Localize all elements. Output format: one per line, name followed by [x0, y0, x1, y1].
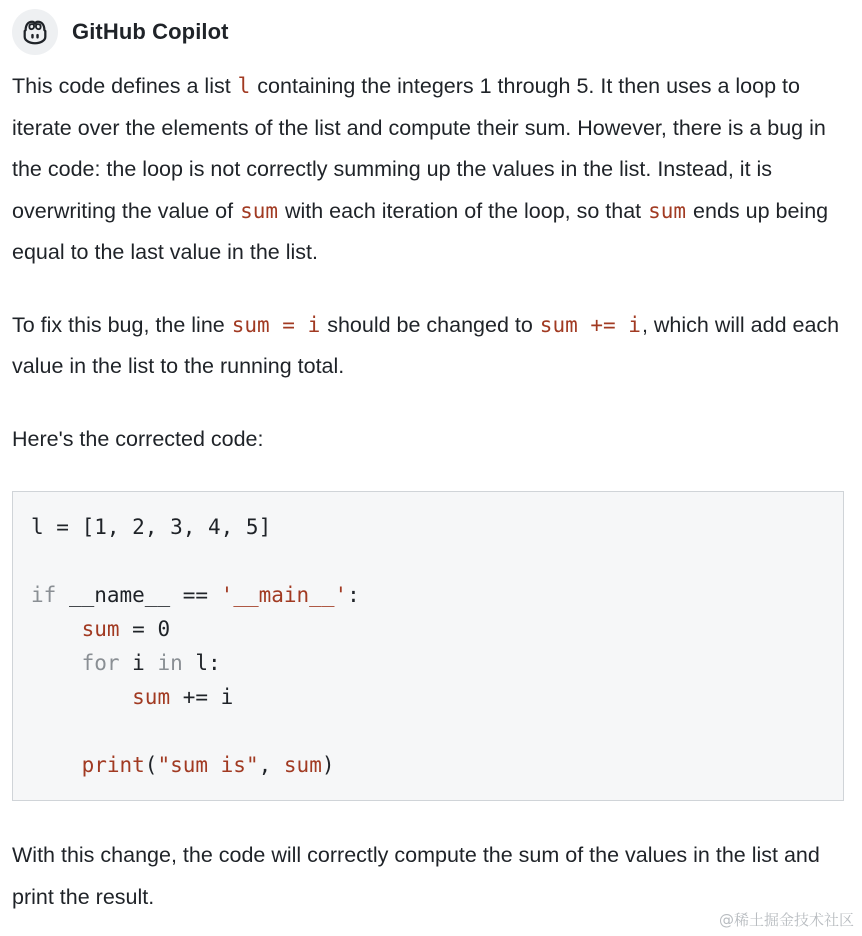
intro-code-paragraph: Here's the corrected code:: [12, 426, 264, 451]
code-text: ): [321, 753, 335, 777]
copilot-icon: [20, 17, 50, 47]
code-line-6: [31, 680, 825, 714]
inline-code: sum += i: [539, 312, 641, 337]
code-text: ,: [258, 753, 284, 777]
code-text: (: [144, 753, 158, 777]
code-text: i: [119, 651, 158, 675]
code-text: += i: [170, 685, 234, 709]
variable: sum: [283, 753, 322, 777]
inline-code: sum: [240, 198, 278, 223]
variable: sum: [132, 685, 171, 709]
text-span: To fix this bug, the line: [12, 312, 231, 337]
copilot-avatar: [12, 9, 58, 55]
explanation-paragraph: [12, 66, 852, 274]
variable: sum: [81, 617, 120, 641]
indent: [31, 651, 82, 675]
code-line-2: [31, 544, 825, 578]
code-block[interactable]: [12, 491, 844, 801]
message-header: [12, 10, 229, 54]
code-line-8: [31, 748, 825, 782]
string-literal: '__main__': [220, 583, 348, 607]
code-text: = 0: [119, 617, 171, 641]
code-line-1: [31, 510, 825, 544]
keyword: for: [81, 651, 120, 675]
text-span: should be changed to: [321, 312, 539, 337]
function-name: print: [81, 753, 145, 777]
code-text: __name__ ==: [56, 583, 221, 607]
inline-code: l: [237, 74, 251, 98]
code-text: :: [347, 583, 360, 607]
keyword: if: [31, 583, 57, 607]
code-text: l = [1, 2, 3, 4, 5]: [31, 515, 272, 539]
text-span: containing the integers 1 through 5. It then uses a loop to iterate over the elements of the list and compute their sum. However, there is a bug in the code: the loop is not correctly summing up the values in the list. Instead, it is overwriting the value of: [12, 74, 826, 223]
text-span: ends up being equal to the last value in the list.: [12, 198, 829, 264]
text-span: This code defines a list: [12, 74, 237, 98]
fix-paragraph: [12, 305, 852, 388]
code-content[interactable]: [31, 510, 825, 782]
indent: [31, 617, 82, 641]
conclusion-paragraph: With this change, the code will correctly compute the sum of the values in the list and print the result.: [12, 843, 820, 909]
string-literal: "sum is": [157, 753, 259, 777]
message-body: [12, 66, 852, 918]
inline-code: sum = i: [231, 312, 321, 337]
code-line-4: [31, 612, 825, 646]
indent: [31, 753, 82, 777]
indent: [31, 685, 132, 709]
text-span: with each iteration of the loop, so that: [279, 198, 648, 223]
code-line-3: [31, 578, 825, 612]
watermark: @稀土掘金技术社区: [718, 911, 854, 929]
code-text: l:: [182, 651, 221, 675]
keyword: in: [157, 651, 183, 675]
assistant-name: GitHub Copilot: [72, 19, 229, 44]
text-span: , which will add each value in the list to the running total.: [12, 312, 840, 378]
inline-code: sum: [648, 198, 687, 223]
code-line-5: [31, 646, 825, 680]
code-line-7: [31, 714, 825, 748]
